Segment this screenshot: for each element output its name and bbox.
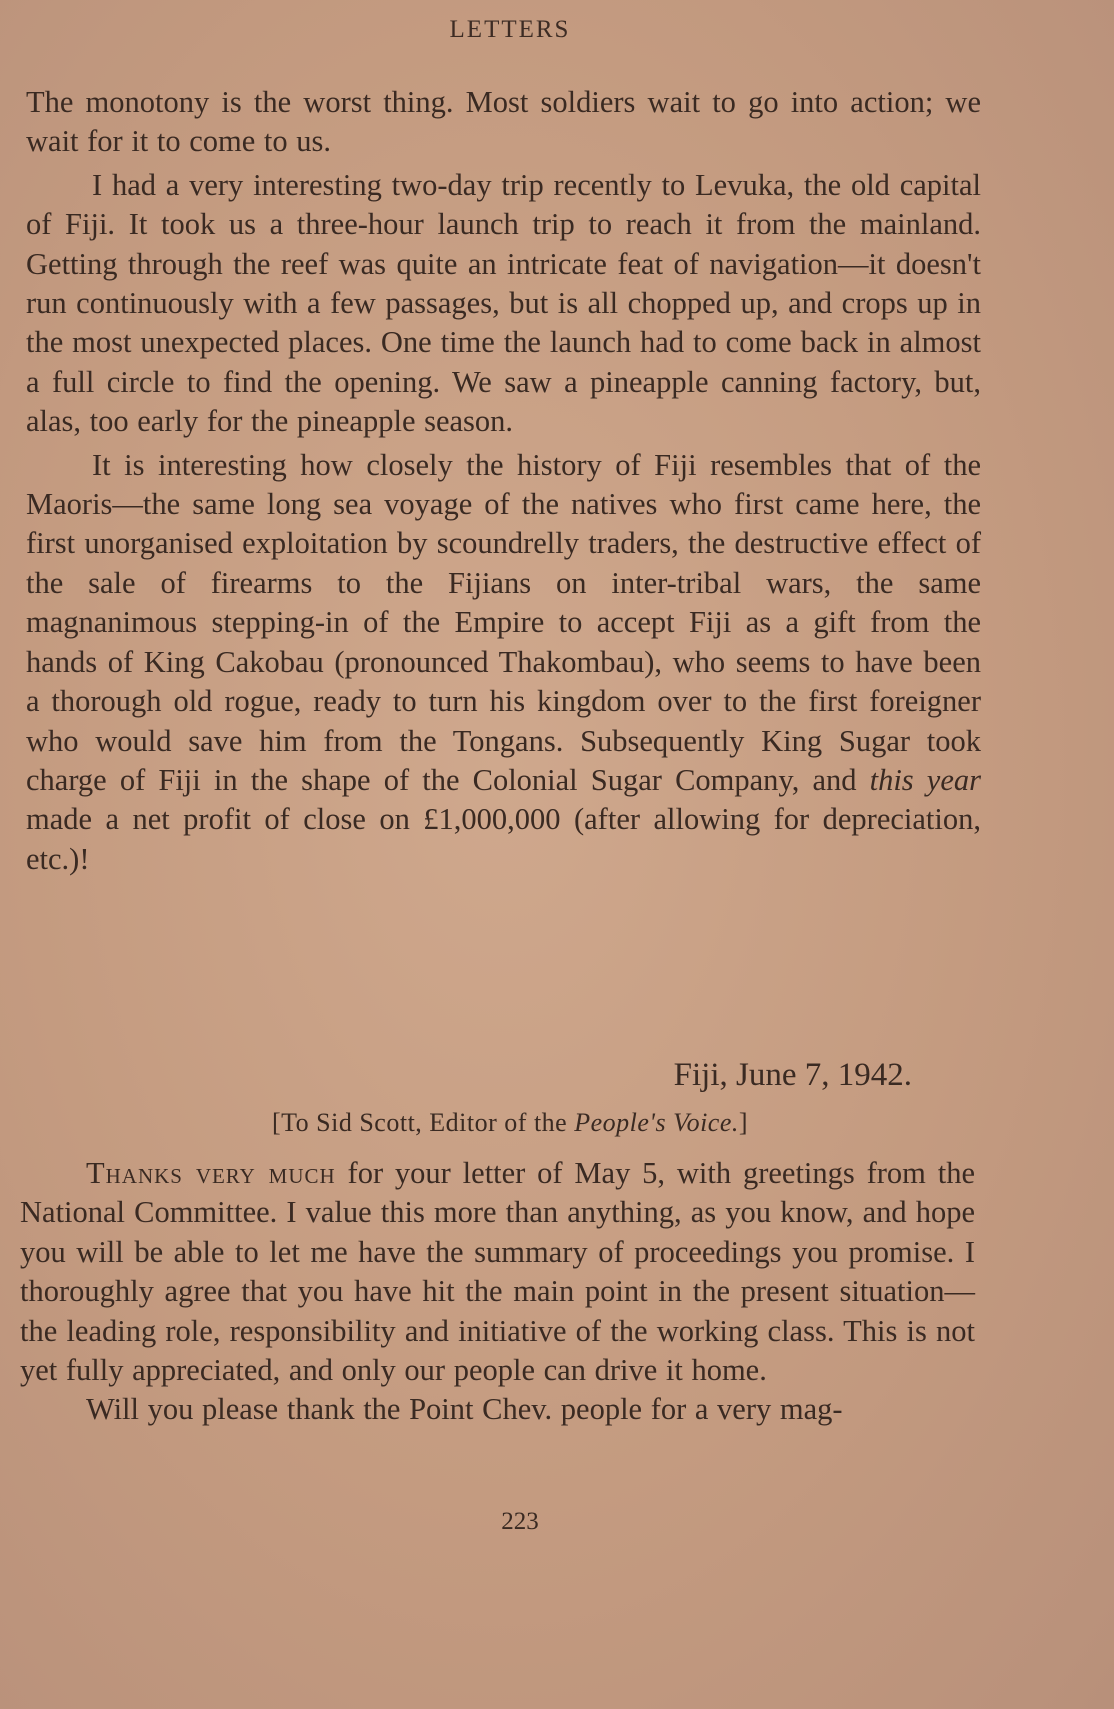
thanks-text: for your letter of May 5, with greetings from the National Committee. I value this more than anything, as you know, and hope you will be able to let me have the summary of proceedings you promise. I thoroughly agree that you have hit the main point in the present situation—the leading role, responsibility and initiative of the working class. This is not yet fully appreciated, and only our people can drive it home. bbox=[20, 1156, 975, 1388]
paragraph-levuka-trip: I had a very interesting two-day trip recently to Levuka, the old capital of Fiji. It took us a three-hour launch trip to reach it from the mainland. Getting through the reef was quite an intricate feat of navigation—it doesn't run continuously with a few passages, but is all chopped up, and crops up in the most unexpected places. One time the launch had to come back in almost a full circle to find the opening. We saw a pineapple canning factory, but, alas, too early for the pineapple season. bbox=[26, 167, 981, 439]
addressee-suffix: ] bbox=[738, 1108, 749, 1137]
paragraph-point-chev: Will you please thank the Point Chev. people for a very mag- bbox=[86, 1392, 843, 1427]
running-head: LETTERS bbox=[449, 16, 571, 43]
paragraph-monotony: The monotony is the worst thing. Most soldiers wait to go into action; we wait for it to come to us. bbox=[26, 85, 981, 159]
history-text-end: made a net profit of close on £1,000,000 (after allowing for depreciation, etc.)! bbox=[26, 802, 981, 876]
history-text: It is interesting how closely the history of Fiji resembles that of the Maoris—the same long sea voyage of the natives who first came here, the first unorganised exploitation by scoundrelly traders, the destructive effect of the sale of firearms to the Fijians on inter-tribal wars, the same magnanimous stepping-in of the Empire to accept Fiji as a gift from the hands of King Cakobau (pronounced Thakombau), who seems to have been a thorough old rogue, ready to turn his kingdom over to the first foreigner who would save him from the Tongans. Subsequently King Sugar took charge of Fiji in the shape of the Colonial Sugar Company, and bbox=[26, 447, 981, 797]
paragraph-thanks bbox=[20, 1154, 975, 1390]
letter-addressee bbox=[0, 1108, 1020, 1138]
page-number: 223 bbox=[501, 1508, 539, 1535]
emphasis-this-year: this year bbox=[869, 762, 981, 797]
letter-dateline: Fiji, June 7, 1942. bbox=[673, 1057, 912, 1093]
previous-letter-body bbox=[26, 83, 981, 879]
addressee-prefix: [To Sid Scott, Editor of the bbox=[271, 1108, 568, 1137]
letter-body bbox=[20, 1154, 975, 1430]
paragraph-fiji-history bbox=[26, 446, 981, 879]
opening-words: Thanks very much bbox=[86, 1156, 336, 1190]
publication-title: People's Voice. bbox=[574, 1108, 739, 1137]
